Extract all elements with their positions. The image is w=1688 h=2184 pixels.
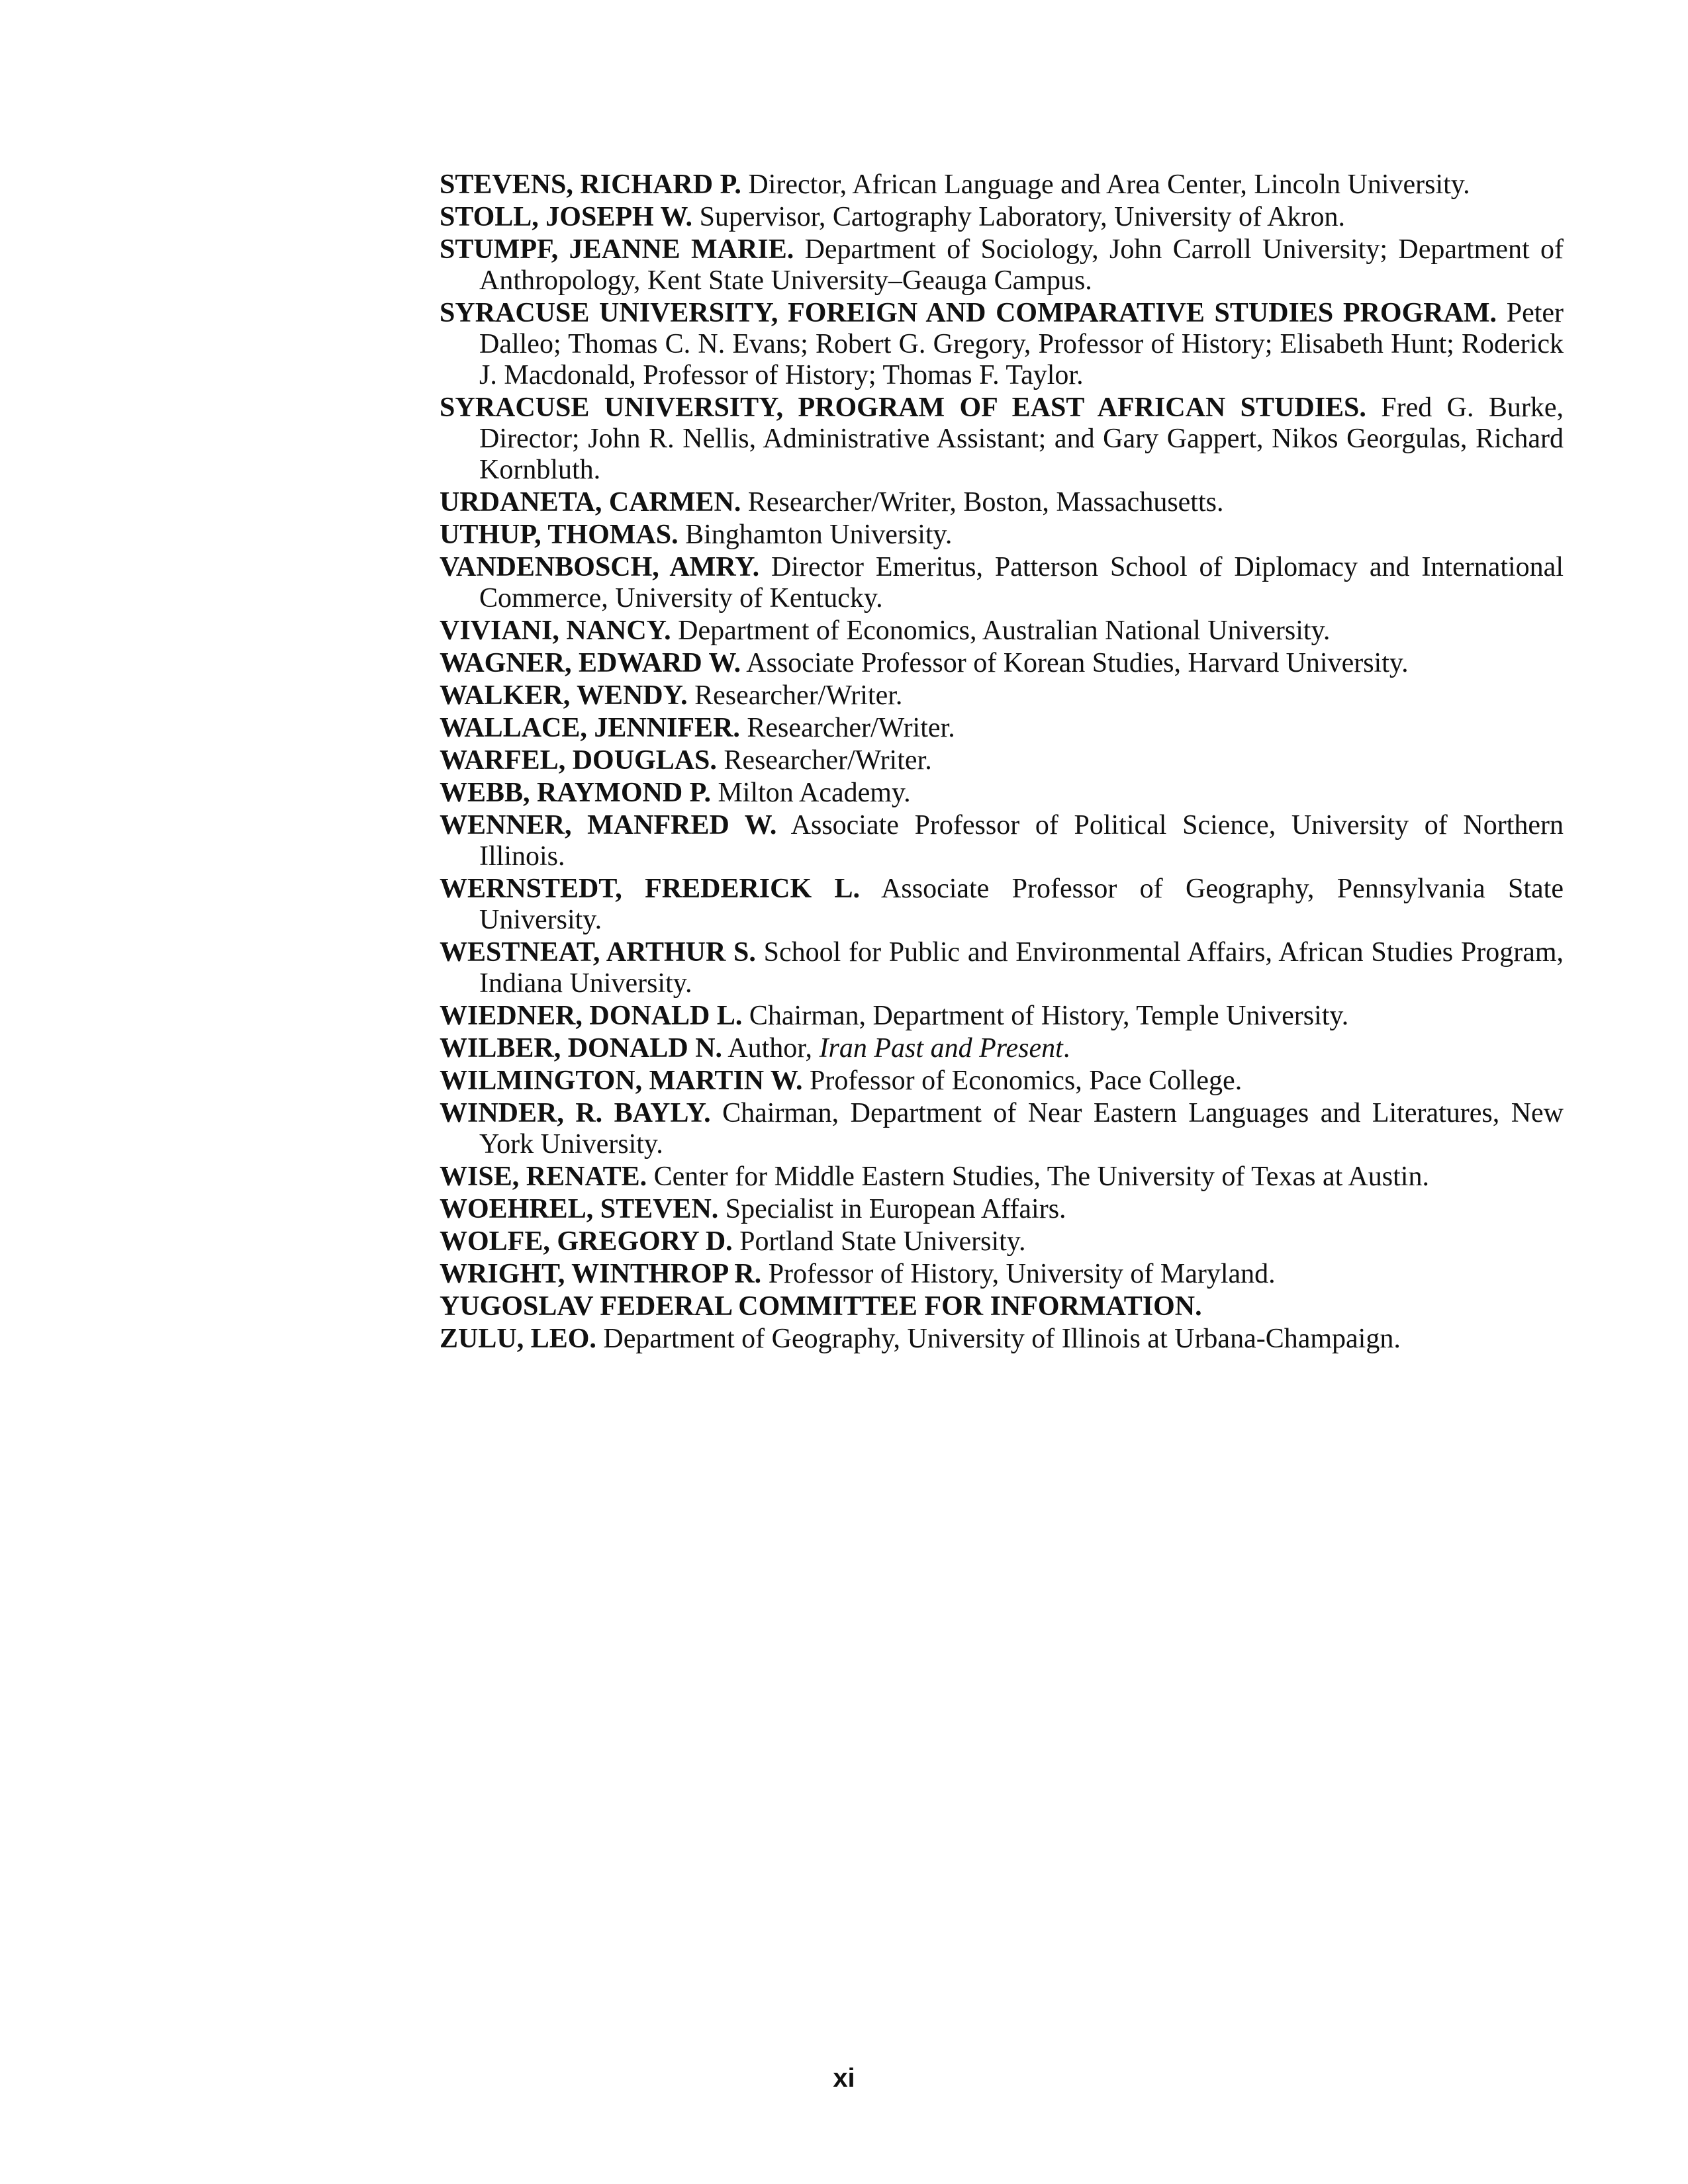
contributor-entry: [440, 487, 1564, 518]
contributor-description: Supervisor, Cartography Laboratory, University of Akron.: [692, 202, 1345, 232]
contributor-entry: [440, 680, 1564, 711]
contributor-description: Director, African Language and Area Center, Lincoln University.: [741, 169, 1470, 200]
contributor-description: Specialist in European Affairs.: [718, 1194, 1066, 1224]
contributor-name: WOEHREL, STEVEN.: [440, 1194, 719, 1224]
contributor-description: Portland State University.: [732, 1226, 1026, 1257]
contributor-name: WERNSTEDT, FREDERICK L.: [440, 874, 861, 904]
contributor-description: Binghamton University.: [678, 520, 953, 550]
contributor-name: STUMPF, JEANNE MARIE.: [440, 234, 794, 265]
contributor-name: URDANETA, CARMEN.: [440, 487, 741, 518]
contributor-entry: [440, 1194, 1564, 1225]
contributor-description: Director Emeritus, Patterson School of Diplomacy and International Commerce, University of Kentucky.: [479, 552, 1564, 614]
contributor-description: Associate Professor of Geography, Pennsylvania State University.: [479, 874, 1564, 935]
contributor-description: Researcher/Writer.: [687, 680, 903, 711]
contributor-name: WALKER, WENDY.: [440, 680, 688, 711]
contributor-entry: [440, 1291, 1564, 1322]
contributor-name: VIVIANI, NANCY.: [440, 615, 671, 646]
contributors-list: [440, 169, 1564, 1356]
contributor-entry: [440, 778, 1564, 809]
contributor-entry: [440, 169, 1564, 201]
contributor-entry: [440, 713, 1564, 744]
contributor-name: WENNER, MANFRED W.: [440, 810, 777, 841]
contributor-name: STOLL, JOSEPH W.: [440, 202, 693, 232]
contributor-name: YUGOSLAV FEDERAL COMMITTEE FOR INFORMATION.: [440, 1291, 1202, 1322]
contributor-description: School for Public and Environmental Affairs, African Studies Program, Indiana University.: [479, 937, 1564, 999]
contributor-name: VANDENBOSCH, AMRY.: [440, 552, 760, 582]
contributor-description: Associate Professor of Korean Studies, Harvard University.: [741, 648, 1409, 678]
contributor-entry: [440, 202, 1564, 233]
contributor-entry: [440, 1033, 1564, 1064]
contributor-name: WILMINGTON, MARTIN W.: [440, 1066, 803, 1096]
contributor-entry: [440, 298, 1564, 391]
contributor-description: Department of Geography, University of Illinois at Urbana-Champaign.: [596, 1324, 1401, 1354]
contributor-description: Center for Middle Eastern Studies, The University of Texas at Austin.: [647, 1161, 1429, 1192]
contributor-entry: [440, 1226, 1564, 1257]
contributor-entry: [440, 1001, 1564, 1032]
contributor-description: Researcher/Writer.: [739, 713, 955, 743]
contributor-description: Professor of Economics, Pace College.: [802, 1066, 1243, 1096]
contributor-entry: [440, 392, 1564, 486]
contributor-entry: [440, 745, 1564, 776]
contributor-entry: [440, 1098, 1564, 1160]
contributor-name: ZULU, LEO.: [440, 1324, 596, 1354]
contributor-description: Department of Sociology, John Carroll University; Department of Anthropology, Kent State University–Geauga Campus.: [479, 234, 1564, 296]
contributor-name: SYRACUSE UNIVERSITY, FOREIGN AND COMPARATIVE STUDIES PROGRAM.: [440, 298, 1497, 328]
contributor-description: Researcher/Writer, Boston, Massachusetts.: [741, 487, 1224, 518]
contributor-description: Chairman, Department of History, Temple University.: [742, 1001, 1349, 1031]
contributor-description: Fred G. Burke, Director; John R. Nellis, Administrative Assistant; and Gary Gappert, Nikos Georgulas, Richard Kornbluth.: [479, 392, 1564, 485]
book-title: Iran Past and Present: [819, 1033, 1063, 1064]
contributor-description: Milton Academy.: [710, 778, 911, 808]
contributor-description: Peter Dalleo; Thomas C. N. Evans; Robert G. Gregory, Professor of History; Elisabeth Hunt; Roderick J. Macdonald, Professor of History; Thomas F. Taylor.: [479, 298, 1564, 390]
contributor-name: WRIGHT, WINTHROP R.: [440, 1259, 762, 1289]
contributor-name: WISE, RENATE.: [440, 1161, 647, 1192]
contributor-description: Associate Professor of Political Science, University of Northern Illinois.: [479, 810, 1564, 872]
contributor-entry: [440, 648, 1564, 679]
contributor-entry: [440, 1324, 1564, 1355]
contributor-description: Researcher/Writer.: [716, 745, 932, 776]
contributor-name: WOLFE, GREGORY D.: [440, 1226, 733, 1257]
contributor-entry: [440, 1066, 1564, 1097]
contributor-entry: [440, 937, 1564, 999]
contributor-name: STEVENS, RICHARD P.: [440, 169, 741, 200]
contributor-entry: [440, 615, 1564, 647]
contributor-description: Professor of History, University of Maryland.: [761, 1259, 1276, 1289]
page-number: xi: [833, 2064, 855, 2093]
contributor-description: Department of Economics, Australian National University.: [671, 615, 1331, 646]
contributor-entry: [440, 552, 1564, 614]
contributor-entry: [440, 1161, 1564, 1193]
contributor-name: WARFEL, DOUGLAS.: [440, 745, 717, 776]
contributor-entry: [440, 520, 1564, 551]
contributor-name: WIEDNER, DONALD L.: [440, 1001, 743, 1031]
contributor-description: Author,: [722, 1033, 820, 1064]
contributor-entry: [440, 810, 1564, 872]
contributor-entry: [440, 1259, 1564, 1290]
contributor-description-tail: .: [1062, 1033, 1070, 1064]
contributor-name: WILBER, DONALD N.: [440, 1033, 723, 1064]
contributor-name: WEBB, RAYMOND P.: [440, 778, 711, 808]
contributor-description: Chairman, Department of Near Eastern Languages and Literatures, New York University.: [479, 1098, 1564, 1160]
contributor-name: WINDER, R. BAYLY.: [440, 1098, 711, 1128]
contributor-name: UTHUP, THOMAS.: [440, 520, 679, 550]
contributor-name: WALLACE, JENNIFER.: [440, 713, 740, 743]
contributor-entry: [440, 234, 1564, 296]
contributor-entry: [440, 874, 1564, 936]
contributor-name: SYRACUSE UNIVERSITY, PROGRAM OF EAST AFRICAN STUDIES.: [440, 392, 1366, 423]
contributor-name: WESTNEAT, ARTHUR S.: [440, 937, 756, 968]
contributor-name: WAGNER, EDWARD W.: [440, 648, 741, 678]
